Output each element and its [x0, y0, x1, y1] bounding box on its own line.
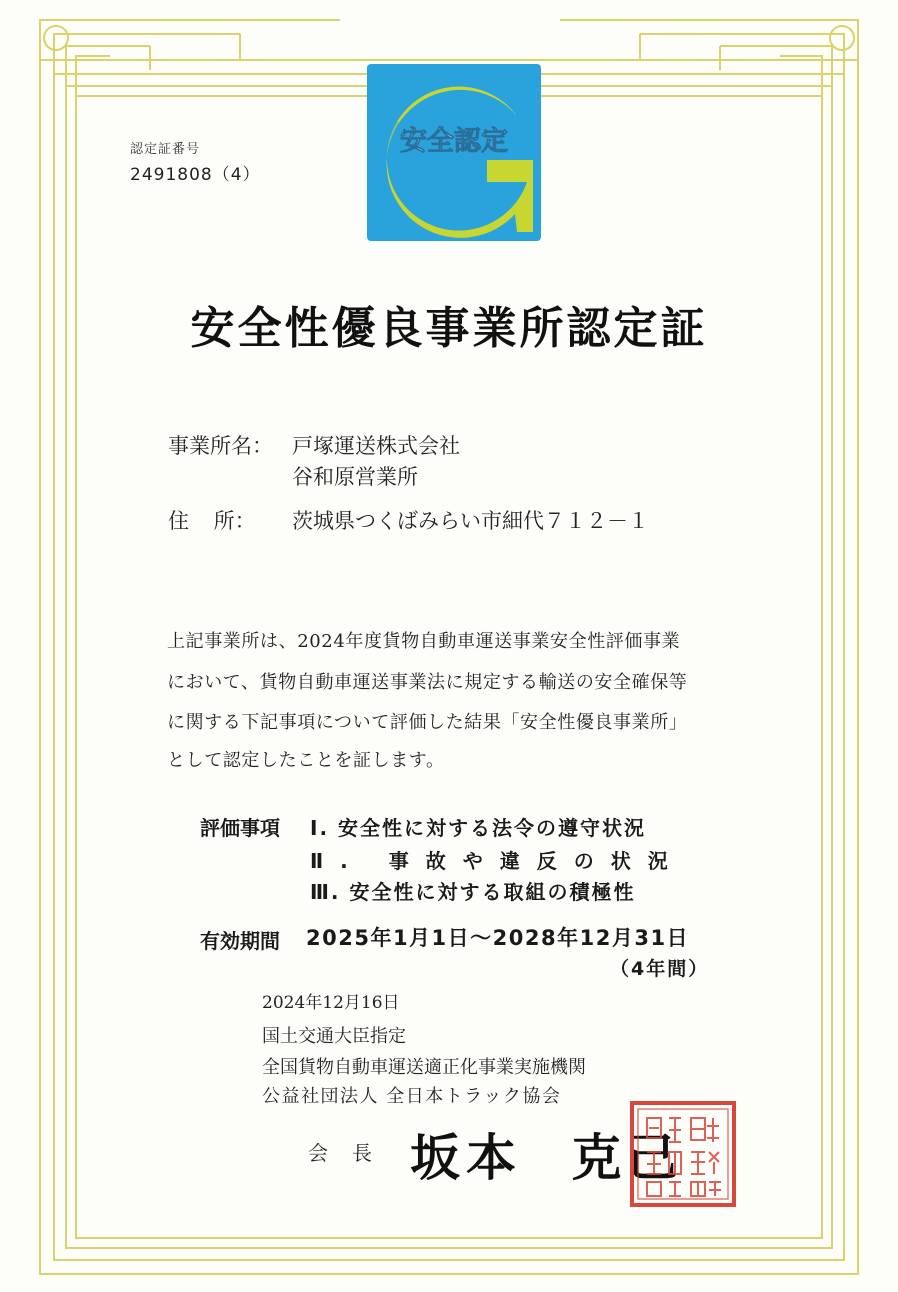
issue-date: 2024年12月16日 — [262, 993, 400, 1013]
official-seal-stamp — [629, 1100, 737, 1208]
validity-duration: （4年間） — [610, 958, 710, 980]
issuer-line-1: 国土交通大臣指定 — [262, 1026, 406, 1047]
evaluation-label: 評価事項 — [200, 816, 280, 840]
office-name-line1: 戸塚運送株式会社 — [292, 434, 460, 458]
address-label: 住 所： — [168, 509, 256, 533]
body-text-line: に関する下記事項について評価した結果「安全性優良事業所」 — [167, 712, 688, 733]
body-text-line: において、貨物自動車運送事業法に規定する輸送の安全確保等 — [167, 672, 688, 693]
certificate-number-label: 認定証番号 — [130, 142, 201, 157]
validity-label: 有効期間 — [200, 929, 280, 953]
body-text-line: 上記事業所は、2024年度貨物自動車運送事業安全性評価事業 — [167, 631, 681, 652]
certificate-number: 2491808（4） — [130, 165, 261, 185]
address-value: 茨城県つくばみらい市細代７１２－１ — [292, 509, 649, 533]
logo-text: 安全認定 — [400, 126, 508, 157]
evaluation-item-1: Ⅰ. 安全性に対する法令の遵守状況 — [310, 816, 647, 840]
validity-range: 2025年1月1日～2028年12月31日 — [306, 926, 690, 950]
president-title: 会長 — [308, 1141, 396, 1165]
document-title: 安全性優良事業所認定証 — [190, 303, 708, 354]
body-text-line: として認定したことを証します。 — [167, 750, 445, 771]
safety-certification-g-mark-logo — [367, 64, 541, 241]
president-name: 坂本 克己 — [410, 1128, 684, 1187]
evaluation-item-2: Ⅱ. 事故や違反の状況 — [310, 849, 685, 873]
issuer-line-2: 全国貨物自動車運送適正化事業実施機関 — [262, 1057, 586, 1078]
issuer-line-3: 公益社団法人 全日本トラック協会 — [262, 1086, 562, 1107]
evaluation-item-3: Ⅲ. 安全性に対する取組の積極性 — [310, 880, 636, 904]
office-name-line2: 谷和原営業所 — [292, 465, 418, 489]
office-name-label: 事業所名： — [168, 434, 273, 458]
